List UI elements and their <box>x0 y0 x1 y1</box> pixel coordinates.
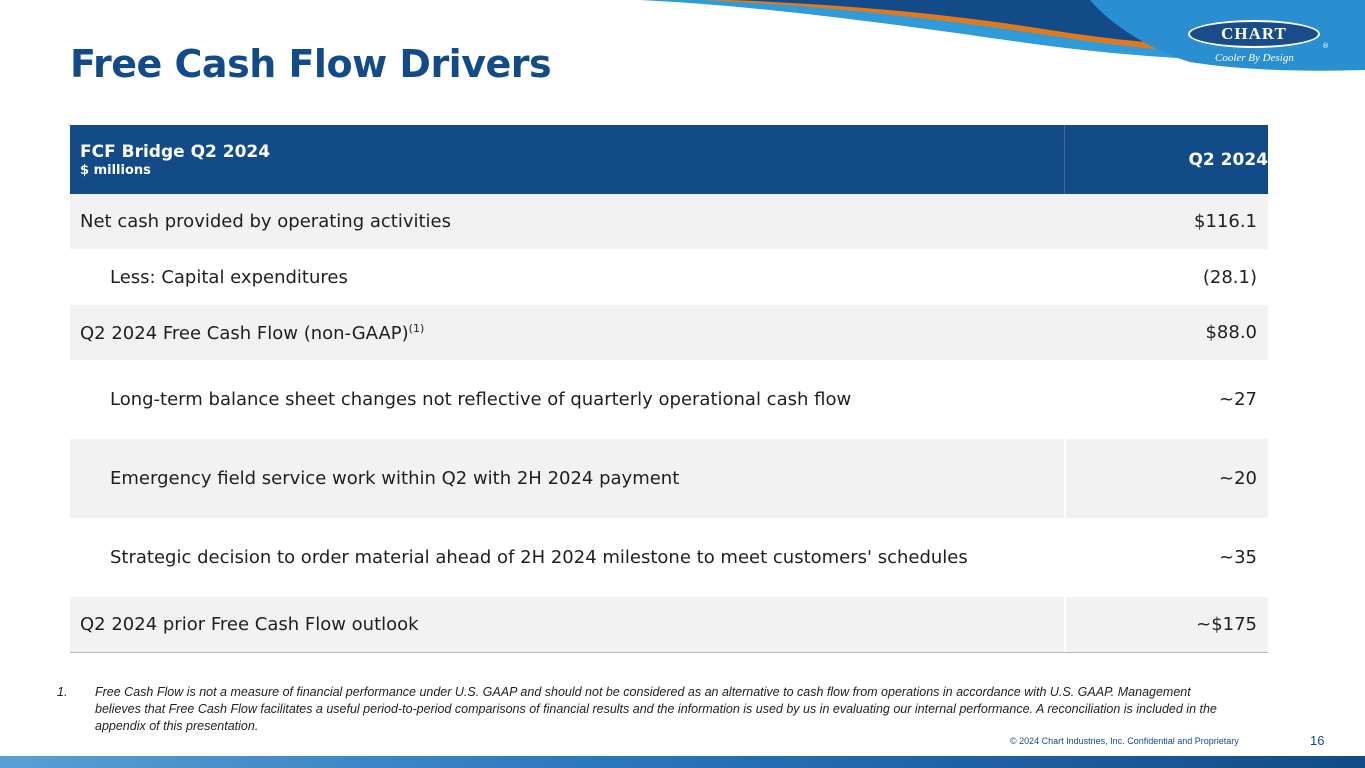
footer-bar <box>0 756 1365 768</box>
table-row-material-order <box>70 518 1268 597</box>
row-value: ~$175 <box>1064 597 1268 652</box>
table-header-title: FCF Bridge Q2 2024 <box>80 142 271 162</box>
table-header-label <box>70 140 1064 179</box>
row-label: Q2 2024 prior Free Cash Flow outlook <box>80 614 419 635</box>
table-row-field-service <box>70 439 1268 518</box>
logo-wordmark: CHART <box>1221 24 1287 43</box>
footnote-text: Free Cash Flow is not a measure of financial performance under U.S. GAAP and should not be considered as an alternative to cash flow from operations in accordance with U.S. GAAP. Management believes that Free Cash Flow facilitates a useful period-to-period comparisons of financial results and the information is used by us in evaluating our internal performance. A reconciliation is included in the appendix of this presentation. <box>95 685 1217 733</box>
row-value: ~20 <box>1064 439 1268 518</box>
table-row-operating-cash <box>70 194 1268 249</box>
row-label-text: Q2 2024 Free Cash Flow (non-GAAP) <box>80 322 409 344</box>
table-header-subtitle: $ millions <box>80 163 151 178</box>
row-value: $116.1 <box>1194 211 1257 232</box>
row-value: $88.0 <box>1205 322 1257 343</box>
table-row-capex <box>70 249 1268 305</box>
page-number: 16 <box>1310 733 1325 748</box>
row-label <box>70 322 1064 344</box>
footnote-number: 1. <box>57 685 68 699</box>
table-row-prior-outlook <box>70 597 1268 653</box>
page-title: Free Cash Flow Drivers <box>70 42 552 86</box>
row-label: Strategic decision to order material ahead of 2H 2024 milestone to meet customers' schedules <box>110 547 968 568</box>
fcf-bridge-table <box>70 125 1268 653</box>
chart-logo <box>1186 18 1328 70</box>
table-row-balance-sheet <box>70 360 1268 439</box>
logo-oval <box>1188 20 1320 48</box>
table-header-value: Q2 2024 <box>1064 125 1268 194</box>
logo-registered-mark: ® <box>1322 42 1329 50</box>
footnote-reference: (1) <box>408 321 425 335</box>
row-value: ~35 <box>1219 547 1257 568</box>
row-label: Long-term balance sheet changes not reflective of quarterly operational cash flow <box>110 389 852 410</box>
row-label: Emergency field service work within Q2 with 2H 2024 payment <box>110 468 680 489</box>
table-row-free-cash-flow <box>70 305 1268 360</box>
row-label: Net cash provided by operating activities <box>80 211 452 232</box>
logo-tagline: Cooler By Design <box>1215 52 1294 64</box>
row-label: Less: Capital expenditures <box>110 266 348 288</box>
copyright-notice: © 2024 Chart Industries, Inc. Confidential and Proprietary <box>1010 736 1239 746</box>
row-value: ~27 <box>1219 389 1257 410</box>
row-value: (28.1) <box>1202 266 1257 288</box>
table-header-row <box>70 125 1268 194</box>
